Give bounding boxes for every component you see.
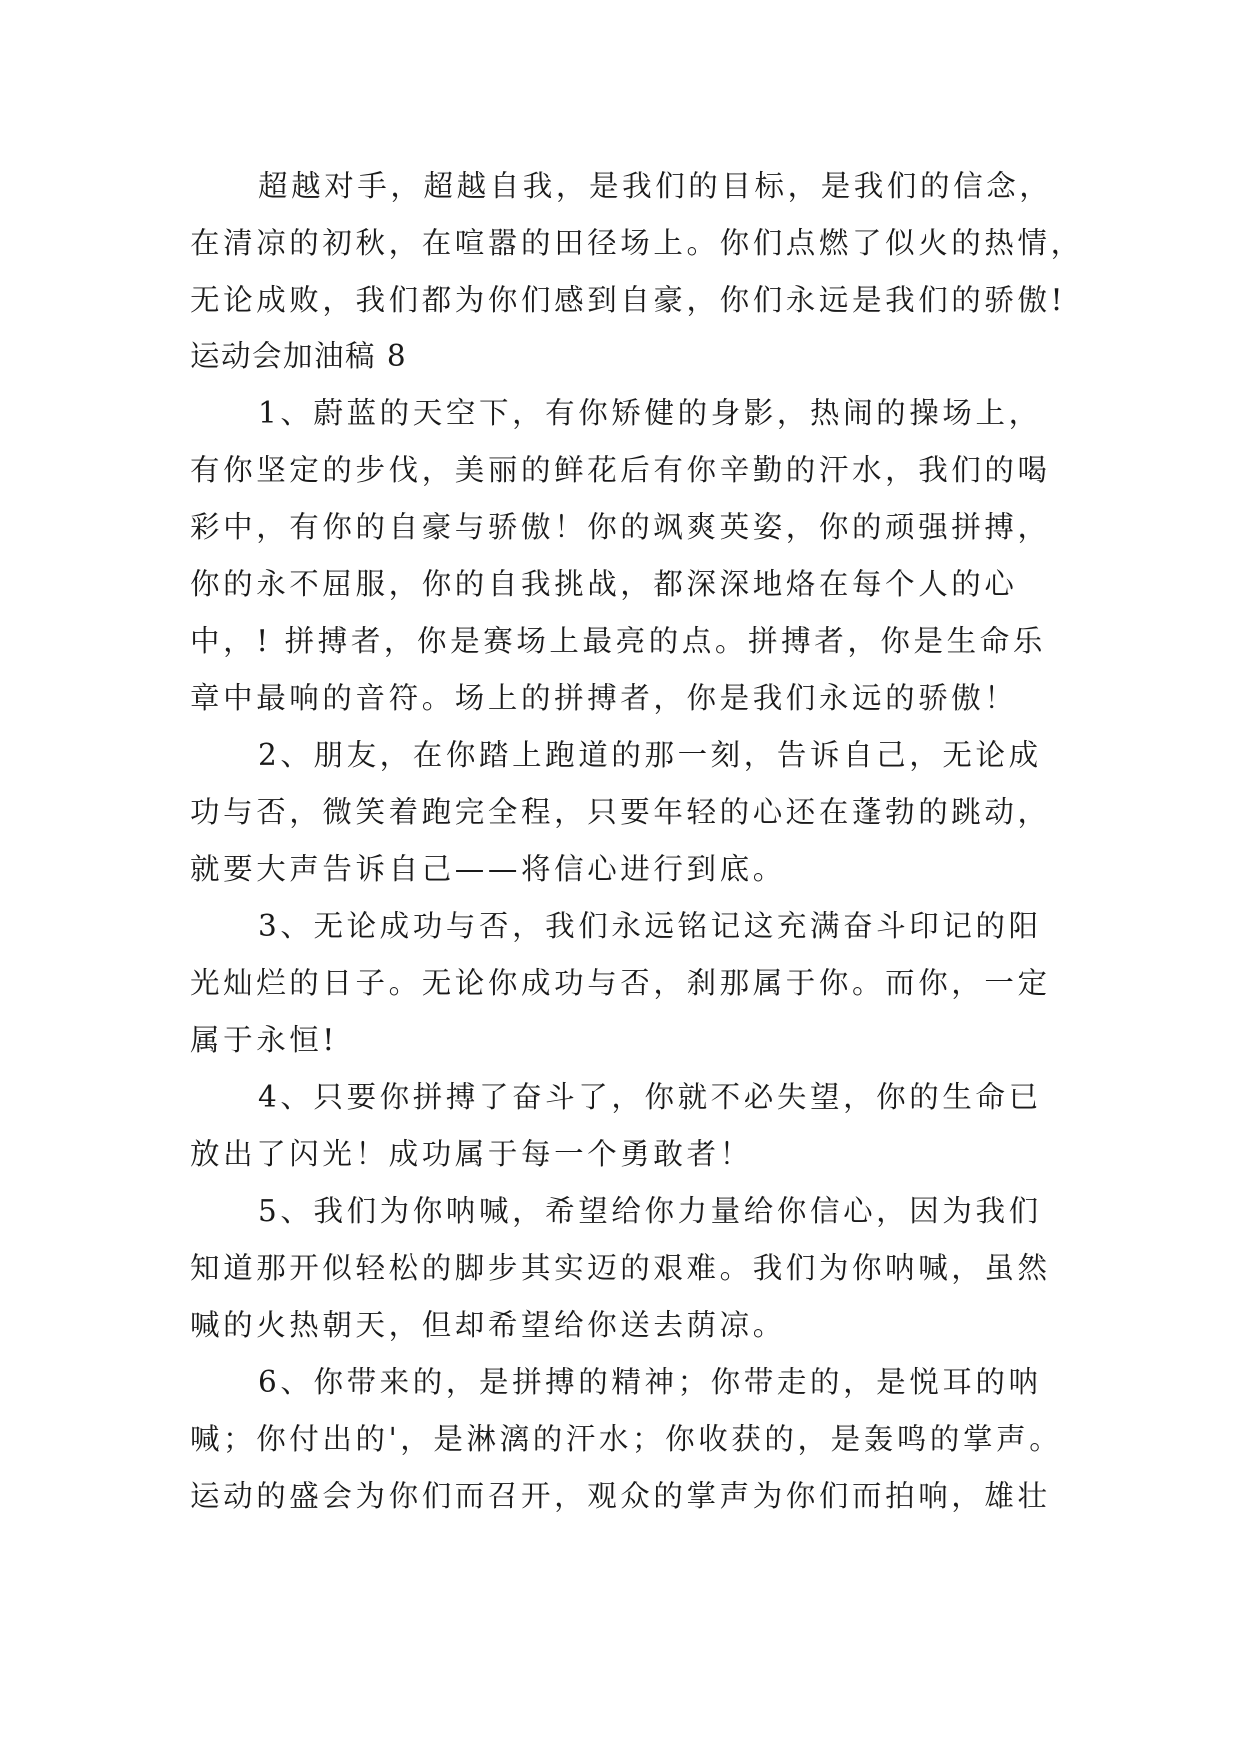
paragraph-line: 有你坚定的步伐，美丽的鲜花后有你辛勤的汗水，我们的喝 [190, 453, 1051, 487]
paragraph-line: 无论成败，我们都为你们感到自豪，你们永远是我们的骄傲! [190, 283, 1067, 317]
paragraph-line: 4、只要你拼搏了奋斗了，你就不必失望，你的生命已 [258, 1080, 1042, 1114]
paragraph-line: 2、朋友，在你踏上跑道的那一刻，告诉自己，无论成 [258, 738, 1042, 772]
paragraph-line: 5、我们为你呐喊，希望给你力量给你信心，因为我们 [258, 1194, 1042, 1228]
paragraph-line: 1、蔚蓝的天空下，有你矫健的身影，热闹的操场上， [258, 396, 1042, 430]
paragraph-line: 知道那开似轻松的脚步其实迈的艰难。我们为你呐喊，虽然 [190, 1251, 1051, 1285]
paragraph-line: 喊的火热朝天，但却希望给你送去荫凉。 [190, 1308, 786, 1342]
paragraph-line: 超越对手，超越自我，是我们的目标，是我们的信念， [258, 169, 1053, 203]
paragraph-line: 光灿烂的日子。无论你成功与否，刹那属于你。而你，一定 [190, 966, 1051, 1000]
paragraph-line: 你的永不屈服，你的自我挑战，都深深地烙在每个人的心 [190, 567, 1018, 601]
paragraph-line: 功与否，微笑着跑完全程，只要年轻的心还在蓬勃的跳动， [190, 795, 1051, 829]
paragraph-line: 喊；你付出的'，是淋漓的汗水；你收获的，是轰鸣的掌声。 [190, 1422, 1063, 1456]
paragraph-line: 属于永恒! [190, 1023, 338, 1057]
paragraph-line: 3、无论成功与否，我们永远铭记这充满奋斗印记的阳 [258, 909, 1042, 943]
paragraph-line: 6、你带来的，是拼搏的精神；你带走的，是悦耳的呐 [258, 1365, 1042, 1399]
paragraph-line: 中，! 拼搏者，你是赛场上最亮的点。拼搏者，你是生命乐 [190, 624, 1046, 658]
section-title: 运动会加油稿 8 [190, 339, 408, 373]
paragraph-line: 放出了闪光！成功属于每一个勇敢者！ [190, 1137, 753, 1171]
paragraph-line: 在清凉的初秋，在喧嚣的田径场上。你们点燃了似火的热情， [190, 226, 1084, 260]
paragraph-line: 运动的盛会为你们而召开，观众的掌声为你们而拍响，雄壮 [190, 1479, 1051, 1513]
paragraph-line: 章中最响的音符。场上的拼搏者，你是我们永远的骄傲！ [190, 681, 1018, 715]
paragraph-line: 彩中，有你的自豪与骄傲！你的飒爽英姿，你的顽强拼搏， [190, 510, 1051, 544]
paragraph-line: 就要大声告诉自己——将信心进行到底。 [190, 852, 786, 886]
